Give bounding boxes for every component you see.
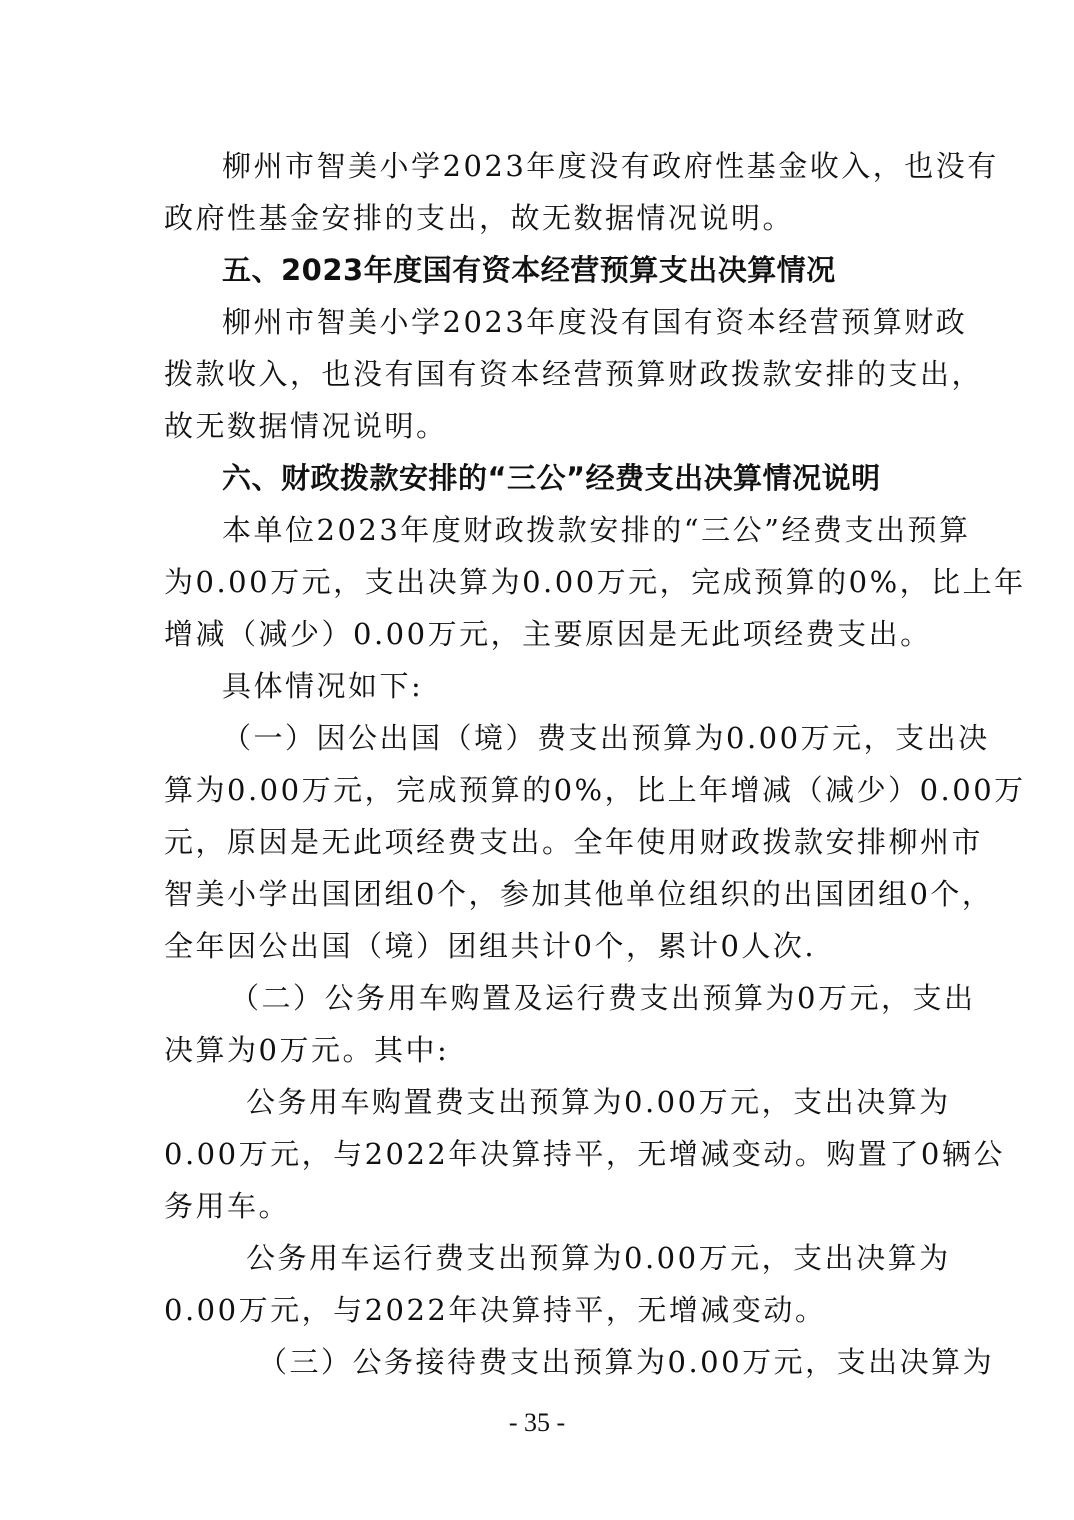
heading-section-6: 六、财政拨款安排的“三公”经费支出决算情况说明 xyxy=(222,461,881,495)
paragraph-details-intro: 具体情况如下: xyxy=(222,669,424,703)
paragraph-reception: （三）公务接待费支出预算为0.00万元，支出决算为 xyxy=(258,1345,995,1379)
paragraph-official-vehicles: （二）公务用车购置及运行费支出预算为0万元，支出 决算为0万元。其中: xyxy=(164,981,976,1067)
paragraph-three-public-summary: 本单位2023年度财政拨款安排的“三公”经费支出预算 为0.00万元，支出决算为0.00万元，完成预算的0%，比上年 增减（减少）0.00万元，主要原因是无此项经费支出。 xyxy=(164,513,1026,651)
heading-section-5: 五、2023年度国有资本经营预算支出决算情况 xyxy=(222,253,836,287)
paragraph-overseas-travel: （一）因公出国（境）费支出预算为0.00万元，支出决 算为0.00万元，完成预算的0%，比上年增减（减少）0.00万 元，原因是无此项经费支出。全年使用财政拨款安排柳州市 智美小学出国团组0个，参加其他单位组织的出国团组0个， 全年因公出国（境）团组共计0个，累计0人次. xyxy=(164,721,1026,963)
paragraph-vehicle-purchase: 公务用车购置费支出预算为0.00万元，支出决算为 0.00万元，与2022年决算持平，无增减变动。购置了0辆公 务用车。 xyxy=(164,1085,1005,1223)
paragraph-vehicle-operation: 公务用车运行费支出预算为0.00万元，支出决算为 0.00万元，与2022年决算持平，无增减变动。 xyxy=(164,1241,951,1327)
page-number: - 35 - xyxy=(508,1408,566,1437)
paragraph-government-fund: 柳州市智美小学2023年度没有政府性基金收入，也没有 政府性基金安排的支出，故无数据情况说明。 xyxy=(164,149,999,235)
body-text xyxy=(164,140,1026,1388)
paragraph-state-capital: 柳州市智美小学2023年度没有国有资本经营预算财政 拨款收入，也没有国有资本经营预算财政拨款安排的支出， 故无数据情况说明。 xyxy=(164,305,984,443)
